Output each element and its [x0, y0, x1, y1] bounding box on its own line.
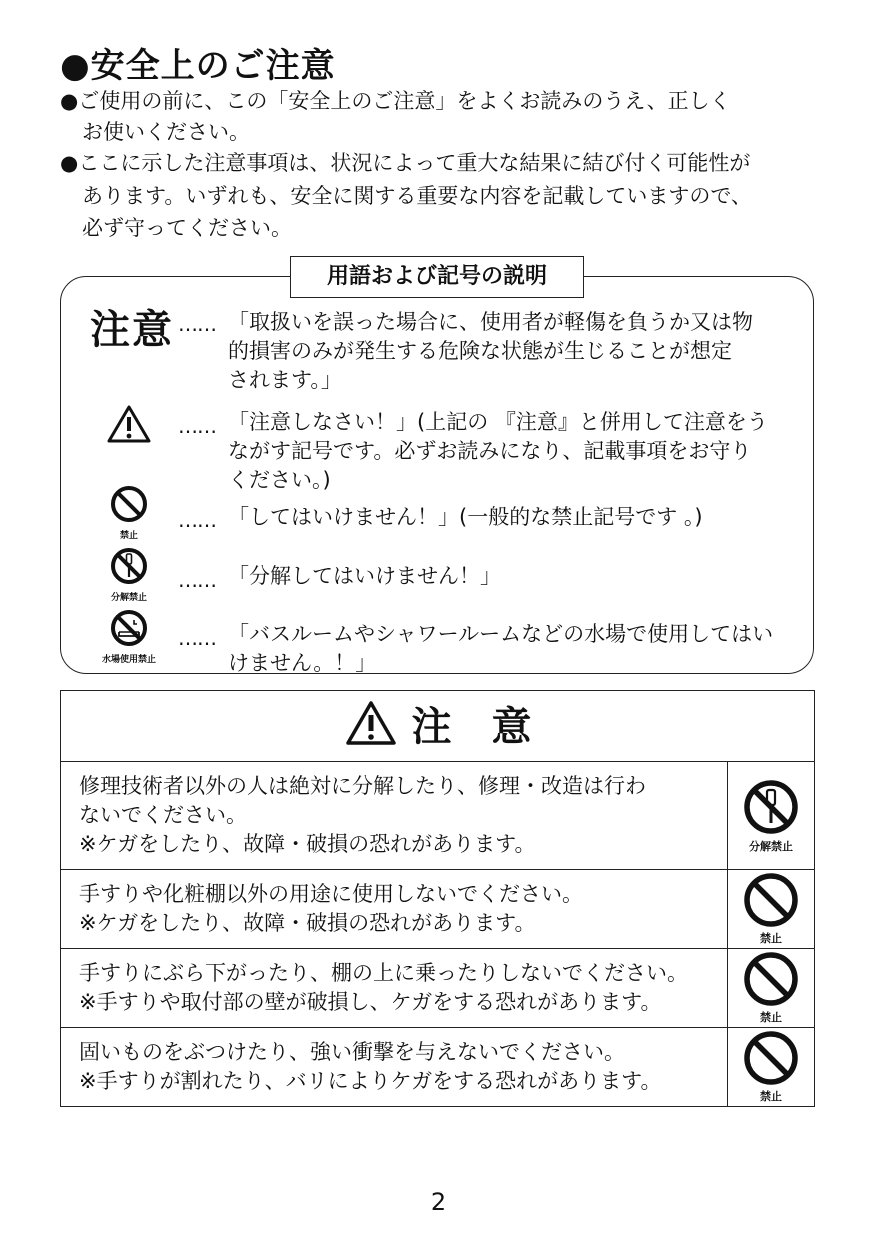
- no-water-use-symbol: [96, 608, 162, 665]
- caution-row-icon-cell: [728, 870, 815, 949]
- legend-caution-label: 注意: [90, 307, 174, 353]
- caution-table: [60, 690, 815, 1107]
- intro-bullet-2-line-3: 必ず守ってください。: [82, 216, 292, 240]
- caution-header-row: [61, 691, 815, 762]
- no-disassembly-icon: [100, 546, 158, 586]
- prohibition-icon: [742, 1030, 800, 1086]
- caution-row-text: [61, 1028, 728, 1107]
- legend-dots: ……: [178, 312, 216, 336]
- caution-row-1-line-3: ※ケガをしたり、故障・破損の恐れがあります。: [79, 832, 536, 856]
- caution-row-icon-caption: 禁止: [760, 932, 782, 945]
- legend-warning-text-3: ください。): [228, 468, 331, 492]
- caution-row-icon-cell: [728, 762, 815, 870]
- caution-row: [61, 949, 815, 1028]
- caution-row: [61, 870, 815, 949]
- no-disassembly-symbol: [100, 546, 158, 603]
- legend-dots: ……: [178, 508, 216, 532]
- prohibition-icon: [108, 484, 150, 524]
- legend-water-text-1: 「バスルームやシャワールームなどの水場で使用してはい: [228, 622, 774, 646]
- intro-bullet-2-line-2: あります。いずれも、安全に関する重要な内容を記載していますので、: [82, 184, 752, 208]
- legend-warning-text-1: 「注意しなさい！」(上記の 『注意』と併用して注意をう: [228, 410, 768, 434]
- caution-header: [61, 691, 815, 762]
- caution-header-title: 注 意: [411, 703, 532, 750]
- legend-prohibit-text: 「してはいけません！」(一般的な禁止記号です 。): [228, 505, 703, 529]
- legend-water-text-2: けません。！」: [228, 651, 377, 675]
- caution-row-1-line-1: 修理技術者以外の人は絶対に分解したり、修理・改造は行わ: [79, 774, 646, 798]
- caution-row-3-line-2: ※手すりや取付部の壁が破損し、ケガをする恐れがあります。: [79, 990, 662, 1014]
- caution-row-2-line-1: 手すりや化粧棚以外の用途に使用しないでください。: [79, 882, 583, 906]
- caution-row-icon-caption: 分解禁止: [749, 839, 793, 853]
- caution-row-4-line-2: ※手すりが割れたり、バリによりケガをする恐れがあります。: [79, 1069, 662, 1093]
- intro-bullet-1-line-1: ●ご使用の前に、この「安全上のご注意」をよくお読みのうえ、正しく: [60, 89, 731, 113]
- warning-triangle-icon: [106, 404, 152, 448]
- caution-row-text: [61, 949, 728, 1028]
- legend-caution-text-2: 的損害のみが発生する危険な状態が生じることが想定: [228, 339, 732, 363]
- legend-disassembly-text: 「分解してはいけません！」: [228, 564, 501, 588]
- prohibition-symbol: [108, 484, 150, 541]
- caution-row-icon-caption: 禁止: [760, 1090, 782, 1103]
- legend-dots: ……: [178, 626, 216, 650]
- intro-bullet-1-line-2: お使いください。: [82, 120, 250, 144]
- section-title: ●安全上のご注意: [60, 46, 336, 86]
- caution-row: [61, 762, 815, 870]
- legend-warning-text-2: ながす記号です。必ずお読みになり、記載事項をお守り: [228, 439, 752, 463]
- prohibition-caption: 禁止: [119, 531, 138, 541]
- no-disassembly-caption: 分解禁止: [110, 593, 147, 603]
- prohibition-icon: [742, 872, 800, 928]
- caution-row-1-line-2: ないでください。: [79, 803, 247, 827]
- legend-dots: ……: [178, 414, 216, 438]
- intro-bullet-2-line-1: ●ここに示した注意事項は、状況によって重大な結果に結び付く可能性が: [60, 151, 751, 175]
- caution-row: [61, 1028, 815, 1107]
- page-number: 2: [430, 1188, 447, 1216]
- caution-row-2-line-2: ※ケガをしたり、故障・破損の恐れがあります。: [79, 911, 536, 935]
- legend-caution-text-3: されます。」: [228, 368, 342, 392]
- caution-row-text: [61, 762, 728, 870]
- caution-row-3-line-1: 手すりにぶら下がったり、棚の上に乗ったりしないでください。: [79, 961, 688, 985]
- caution-row-icon-cell: [728, 1028, 815, 1107]
- no-disassembly-icon: [742, 778, 800, 836]
- caution-row-text: [61, 870, 728, 949]
- caution-row-icon-cell: [728, 949, 815, 1028]
- legend-heading: 用語および記号の説明: [290, 256, 584, 298]
- legend-dots: ……: [178, 568, 216, 592]
- caution-row-4-line-1: 固いものをぶつけたり、強い衝撃を与えないでください。: [79, 1040, 625, 1064]
- warning-triangle-icon: [344, 699, 398, 747]
- no-water-use-icon: [96, 608, 162, 648]
- caution-row-icon-caption: 禁止: [760, 1011, 782, 1024]
- no-water-use-caption: 水場使用禁止: [101, 655, 156, 665]
- prohibition-icon: [742, 951, 800, 1007]
- legend-caution-text-1: 「取扱いを誤った場合に、使用者が軽傷を負うか又は物: [228, 310, 753, 334]
